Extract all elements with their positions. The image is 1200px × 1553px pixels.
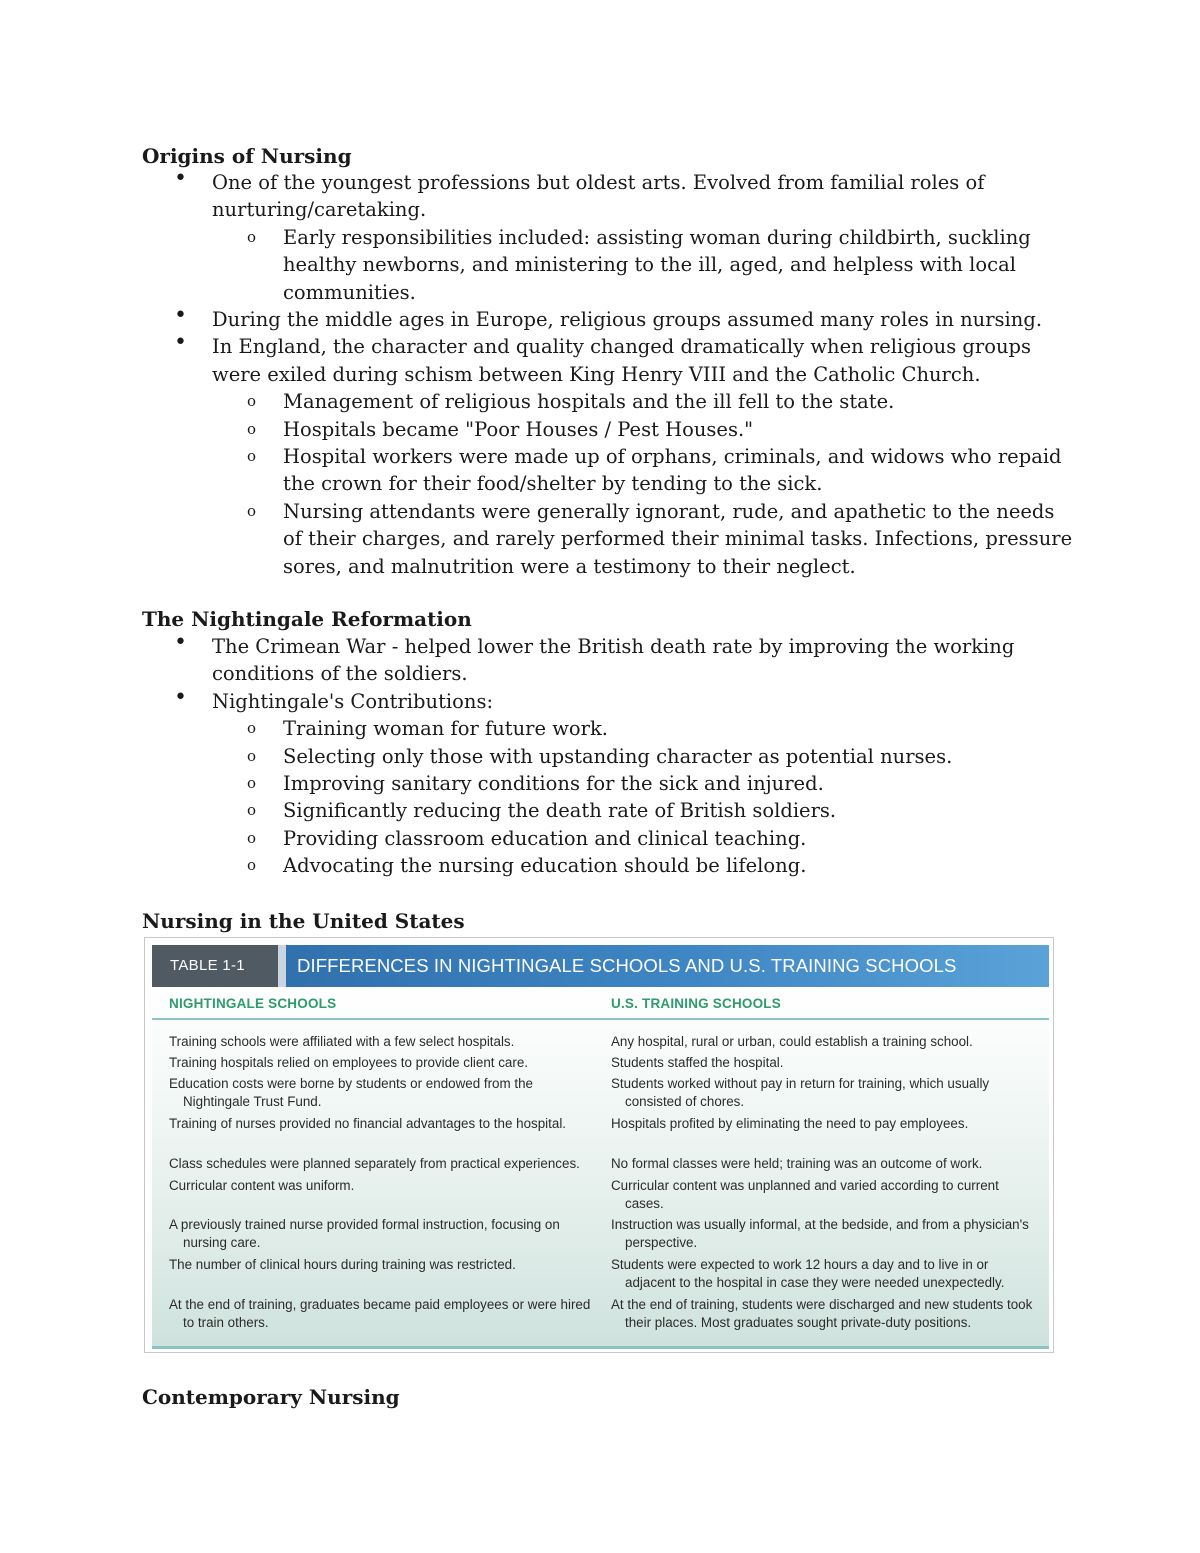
list-item: o Training woman for future work. — [0, 715, 1200, 742]
list-item: • In England, the character and quality changed dramatically when religious groups were exiled during schism between King Henry VIII and the Catholic Church. — [174, 330, 1032, 386]
circle-bullet-icon: o — [247, 774, 257, 793]
heading-origins-of-nursing: Origins of Nursing — [142, 144, 352, 168]
table-cell: Curricular content was unplanned and varied according to current cases. — [611, 1178, 999, 1211]
heading-contemporary-nursing: Contemporary Nursing — [142, 1385, 400, 1409]
list-item: o Hospital workers were made up of orphans, criminals, and widows who repaid the crown for their food/shelter by tending to the sick. — [247, 445, 1062, 496]
table-figure — [144, 937, 1054, 1353]
list-item: • During the middle ages in Europe, religious groups assumed many roles in nursing. — [174, 303, 1043, 332]
circle-bullet-icon: o — [247, 828, 257, 847]
bullet-icon: • — [174, 630, 187, 655]
table-cell: Curricular content was uniform. — [169, 1178, 355, 1193]
table-cell: Training hospitals relied on employees to provide client care. — [169, 1055, 529, 1070]
circle-bullet-icon: o — [247, 719, 257, 738]
table-cell: Hospitals profited by eliminating the need to pay employees. — [611, 1116, 969, 1131]
bullet-icon: • — [174, 303, 187, 329]
divider — [152, 1346, 1049, 1349]
column-header-us: U.S. TRAINING SCHOOLS — [611, 996, 781, 1011]
list-item: o Advocating the nursing education should be lifelong. — [0, 852, 1200, 879]
table-cell: Instruction was usually informal, at the bedside, and from a physician's perspective. — [611, 1217, 1029, 1250]
circle-bullet-icon: o — [247, 856, 257, 875]
table-body — [152, 987, 1049, 1347]
bullet-icon: • — [174, 684, 187, 710]
list-item: o Early responsibilities included: assisting woman during childbirth, suckling healthy newborns, and ministering to the ill, aged, and helpless with local communities. — [247, 225, 1031, 304]
list-item: o Hospitals became "Poor Houses / Pest Houses." — [0, 416, 1200, 443]
list-item: • The Crimean War - helped lower the British death rate by improving the working conditions of the soldiers. — [174, 630, 1015, 686]
table-cell: Students staffed the hospital. — [611, 1055, 784, 1070]
circle-bullet-icon: o — [247, 746, 257, 765]
divider — [278, 945, 286, 987]
table-cell: Education costs were borne by students or endowed from the Nightingale Trust Fund. — [169, 1076, 533, 1109]
heading-nursing-united-states: Nursing in the United States — [142, 909, 465, 933]
list-item: • Nightingale's Contributions: — [174, 684, 494, 713]
list-item: o Nursing attendants were generally ignorant, rude, and apathetic to the needs of their charges, and rarely performed their minimal tasks. Infections, pressure sores, and malnutrition were a testimony to their neglect. — [247, 499, 1073, 578]
list-item: • One of the youngest professions but oldest arts. Evolved from familial roles of nurturing/caretaking. — [174, 166, 985, 222]
table-cell: The number of clinical hours during training was restricted. — [169, 1257, 516, 1272]
list-item: o Providing classroom education and clinical teaching. — [0, 825, 1200, 852]
table-cell: Any hospital, rural or urban, could establish a training school. — [611, 1034, 973, 1049]
table-cell: Training schools were affiliated with a few select hospitals. — [169, 1034, 515, 1049]
bullet-icon: • — [174, 330, 187, 356]
table-cell: At the end of training, students were discharged and new students took their places. Most graduates sought private-duty positions. — [611, 1297, 1033, 1330]
table-header-bar — [152, 945, 1049, 987]
circle-bullet-icon: o — [247, 392, 257, 411]
column-header-nightingale: NIGHTINGALE SCHOOLS — [169, 996, 337, 1011]
circle-bullet-icon: o — [247, 801, 257, 820]
table-cell: At the end of training, graduates became paid employees or were hired to train others. — [169, 1297, 591, 1330]
table-number: TABLE 1-1 — [152, 945, 278, 987]
table-cell: Training of nurses provided no financial advantages to the hospital. — [169, 1116, 567, 1131]
list-item: o Significantly reducing the death rate of British soldiers. — [0, 797, 1200, 824]
bullet-icon: • — [174, 166, 187, 191]
circle-bullet-icon: o — [247, 501, 257, 520]
table-cell: Students were expected to work 12 hours a day and to live in or adjacent to the hospital in case they were needed unexpectedly. — [611, 1257, 1005, 1290]
divider — [152, 1018, 1049, 1020]
origins-list — [0, 166, 1200, 580]
circle-bullet-icon: o — [247, 227, 257, 246]
table-cell: A previously trained nurse provided formal instruction, focusing on nursing care. — [169, 1217, 560, 1250]
heading-nightingale-reformation: The Nightingale Reformation — [142, 607, 472, 631]
circle-bullet-icon: o — [247, 419, 257, 438]
list-item: o Selecting only those with upstanding character as potential nurses. — [0, 743, 1200, 770]
list-item: o Management of religious hospitals and the ill fell to the state. — [0, 388, 1200, 415]
table-cell: Students worked without pay in return for training, which usually consisted of chores. — [611, 1076, 990, 1109]
table-cell: No formal classes were held; training was an outcome of work. — [611, 1156, 983, 1171]
list-item: o Improving sanitary conditions for the sick and injured. — [0, 770, 1200, 797]
nightingale-list — [0, 630, 1200, 880]
table-cell: Class schedules were planned separately from practical experiences. — [169, 1156, 580, 1171]
table-title: DIFFERENCES IN NIGHTINGALE SCHOOLS AND U.S. TRAINING SCHOOLS — [297, 955, 957, 976]
circle-bullet-icon: o — [247, 447, 257, 466]
